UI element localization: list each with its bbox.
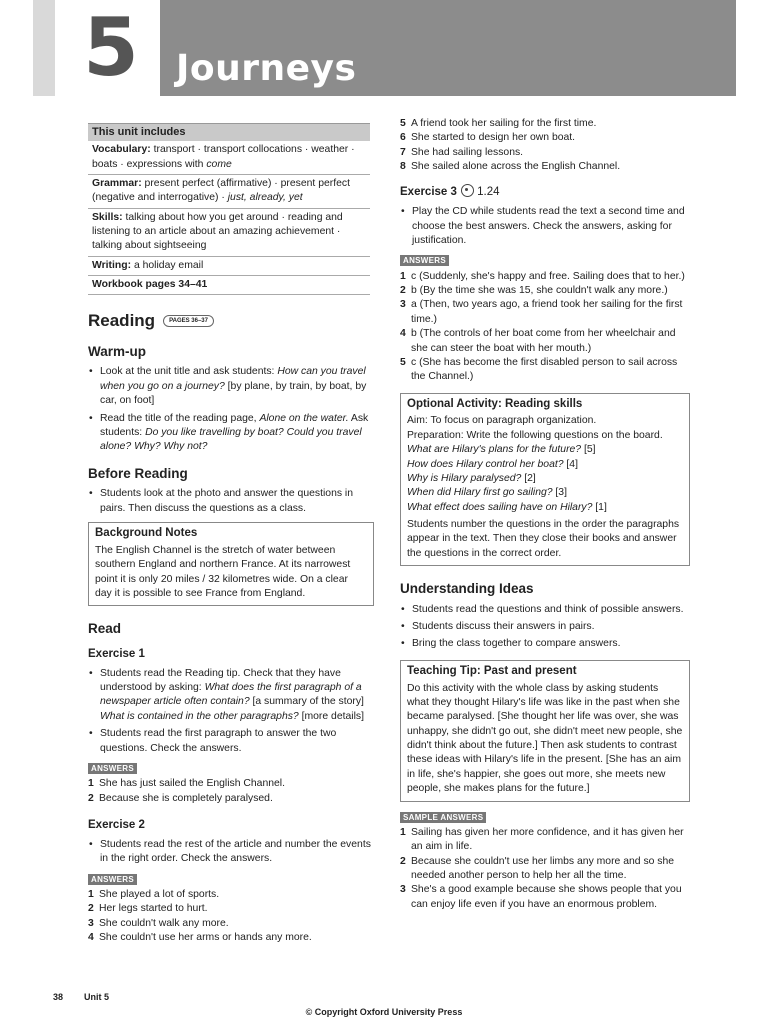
exercise-1-heading: Exercise 1 — [88, 647, 145, 660]
answer-item: 2 Her legs started to hurt. — [88, 903, 208, 915]
question-line: When did Hilary first go sailing? [3] — [407, 487, 567, 499]
pages-pill: PAGES 36–37 — [163, 315, 214, 327]
answers-tag: ANSWERS — [88, 763, 137, 774]
unit-title: Journeys — [176, 48, 357, 89]
background-notes-text: The English Channel is the stretch of water between southern England and northern France. At its narrowest point it is only 20 miles / 32 kilometres wide. On a clear day it is possible to see France from England. — [95, 544, 351, 599]
header-strip — [33, 0, 55, 96]
list-item: • Bring the class together to compare answers. — [401, 638, 621, 650]
teaching-tip-title: Teaching Tip: Past and present — [407, 664, 577, 677]
before-reading-heading: Before Reading — [88, 465, 188, 481]
optional-activity-title: Optional Activity: Reading skills — [407, 397, 583, 410]
answers-tag: ANSWERS — [88, 874, 137, 885]
exercise-3-answers — [400, 270, 690, 385]
answer-item: 2 b (By the time she was 15, she couldn't walk any more.) — [400, 285, 668, 297]
list-item: • Students read the rest of the article and number the events in the right order. Check the answers. — [89, 838, 371, 865]
answer-item: 6 She started to design her own boat. — [400, 132, 576, 144]
sample-answers — [400, 826, 690, 912]
answer-item: 4 b (The controls of her boat come from her wheelchair and she can steer the boat with her mouth.) — [400, 328, 676, 354]
answer-item: 4 She couldn't use her arms or hands any more. — [88, 932, 312, 944]
list-item: • Read the title of the reading page, Alone on the water. Ask students: Do you like travelling by boat? Could you travel alone? Why? Why not? — [89, 412, 369, 453]
answer-item: 1 She played a lot of sports. — [88, 888, 220, 900]
unit-includes-box — [88, 123, 370, 295]
question-line: What are Hilary's plans for the future? [5] — [407, 444, 596, 456]
question-line: What effect does sailing have on Hilary? [1] — [407, 501, 607, 513]
list-item: • Students discuss their answers in pairs. — [401, 621, 595, 633]
answer-item: 3 a (Then, two years ago, a friend took her sailing for the first time.) — [400, 299, 683, 325]
list-item: • Students read the questions and think of possible answers. — [401, 603, 684, 615]
unit-number: 5 — [83, 1, 139, 94]
list-item: • Students read the first paragraph to answer the two questions. Check the answers. — [89, 728, 337, 754]
warmup-heading: Warm-up — [88, 343, 146, 359]
list-item: • Students read the Reading tip. Check that they have understood by asking: What does the first paragraph of a newspaper article often contain? [a summary of the story] What is contained in the other paragraphs? [more details] — [89, 667, 364, 722]
list-item: • Look at the unit title and ask students: How can you travel when you go on a journey? [by plane, by train, by boat, by car, on foot] — [89, 366, 367, 407]
answer-item: 1 She has just sailed the English Channel. — [88, 778, 285, 790]
right-column — [400, 116, 690, 912]
reading-heading: Reading PAGES 36–37 — [88, 309, 374, 332]
teaching-tip-box — [400, 660, 690, 802]
question-line: How does Hilary control her boat? [4] — [407, 458, 578, 470]
footer-unit: Unit 5 — [84, 992, 110, 1002]
includes-row: Vocabulary: transport · transport collocations · weather · boats · expressions with come — [88, 141, 370, 175]
preparation-line: Preparation: Write the following questions on the board. — [407, 429, 663, 441]
exercise-2-list — [88, 838, 374, 867]
answer-item: 5 c (She has become the first disabled person to sail across the Channel.) — [400, 356, 678, 383]
aim-line: Aim: To focus on paragraph organization. — [407, 415, 597, 427]
answer-item: 1 Sailing has given her more confidence, and it has given her an aim in life. — [400, 826, 684, 853]
answer-item: 2 Because she is completely paralysed. — [88, 792, 273, 804]
track-number: 1.24 — [477, 186, 500, 199]
cd-icon — [461, 184, 474, 197]
question-line: Why is Hilary paralysed? [2] — [407, 472, 536, 484]
understanding-ideas-list — [400, 603, 690, 652]
warmup-list — [88, 365, 374, 454]
answer-item: 3 She couldn't walk any more. — [88, 917, 229, 929]
exercise-1-list — [88, 667, 374, 756]
answers-tag: ANSWERS — [400, 255, 449, 266]
sample-answers-tag: SAMPLE ANSWERS — [400, 812, 486, 823]
optional-activity-box — [400, 393, 690, 566]
exercise-3-list — [400, 205, 690, 248]
answer-item: 1 c (Suddenly, she's happy and free. Sailing does that to her.) — [400, 270, 685, 282]
unit-number-block — [62, 0, 160, 96]
optional-closing: Students number the questions in the order the paragraphs appear in the text. Then they close their books and answer the questions in the correct order. — [407, 518, 680, 559]
list-item: • Students look at the photo and answer the questions in pairs. Then discuss the questions as a class. — [89, 488, 354, 514]
copyright: © Copyright Oxford University Press — [305, 1007, 463, 1017]
understanding-ideas-heading: Understanding Ideas — [400, 581, 534, 597]
answer-item: 3 She's a good example because she shows people that you can enjoy life even if you have an enormous problem. — [400, 884, 682, 910]
exercise-1-answers — [88, 777, 374, 806]
includes-heading: This unit includes — [88, 124, 370, 141]
includes-row: Skills: talking about how you get around · reading and listening to an article about an amazing achievement · talking about sightseeing — [88, 209, 370, 257]
background-notes-box — [88, 522, 374, 606]
left-column — [88, 123, 374, 945]
before-reading-list — [88, 487, 374, 516]
background-notes-title: Background Notes — [95, 526, 198, 539]
includes-row: Writing: a holiday email — [88, 257, 370, 276]
answer-item: 5 A friend took her sailing for the first time. — [400, 118, 597, 129]
exercise-2-answers — [88, 888, 374, 945]
answer-item: 7 She had sailing lessons. — [400, 146, 524, 158]
list-item: • Play the CD while students read the text a second time and choose the best answers. Check the answers, asking for justification. — [401, 206, 685, 247]
teaching-tip-text: Do this activity with the whole class by asking students what they thought Hilary's life was like in the past when she became paralysed. [She thought her life was over, she was unhappy, she didn't go out, she didn't meet new people, she didn't think about the future.] Then ask students to contrast these ideas with Hilary's life in the present. [She has an aim in life, she's happier, she goes out more, she meets new people, she makes plans for the future.] — [407, 682, 683, 795]
read-heading: Read — [88, 621, 122, 637]
page-number: 38 — [53, 992, 64, 1002]
answer-item: 8 She sailed alone across the English Channel. — [400, 161, 621, 173]
exercise-3-heading: Exercise 3 1.24 — [400, 186, 500, 199]
includes-row: Grammar: present perfect (affirmative) · present perfect (negative and interrogative) · just, already, yet — [88, 175, 370, 209]
exercise-2-answers-continued — [400, 117, 690, 174]
exercise-2-heading: Exercise 2 — [88, 819, 145, 831]
includes-row: Workbook pages 34–41 — [88, 276, 370, 295]
answer-item: 2 Because she couldn't use her limbs any more and so she needed another person to help her all the time. — [400, 855, 675, 881]
